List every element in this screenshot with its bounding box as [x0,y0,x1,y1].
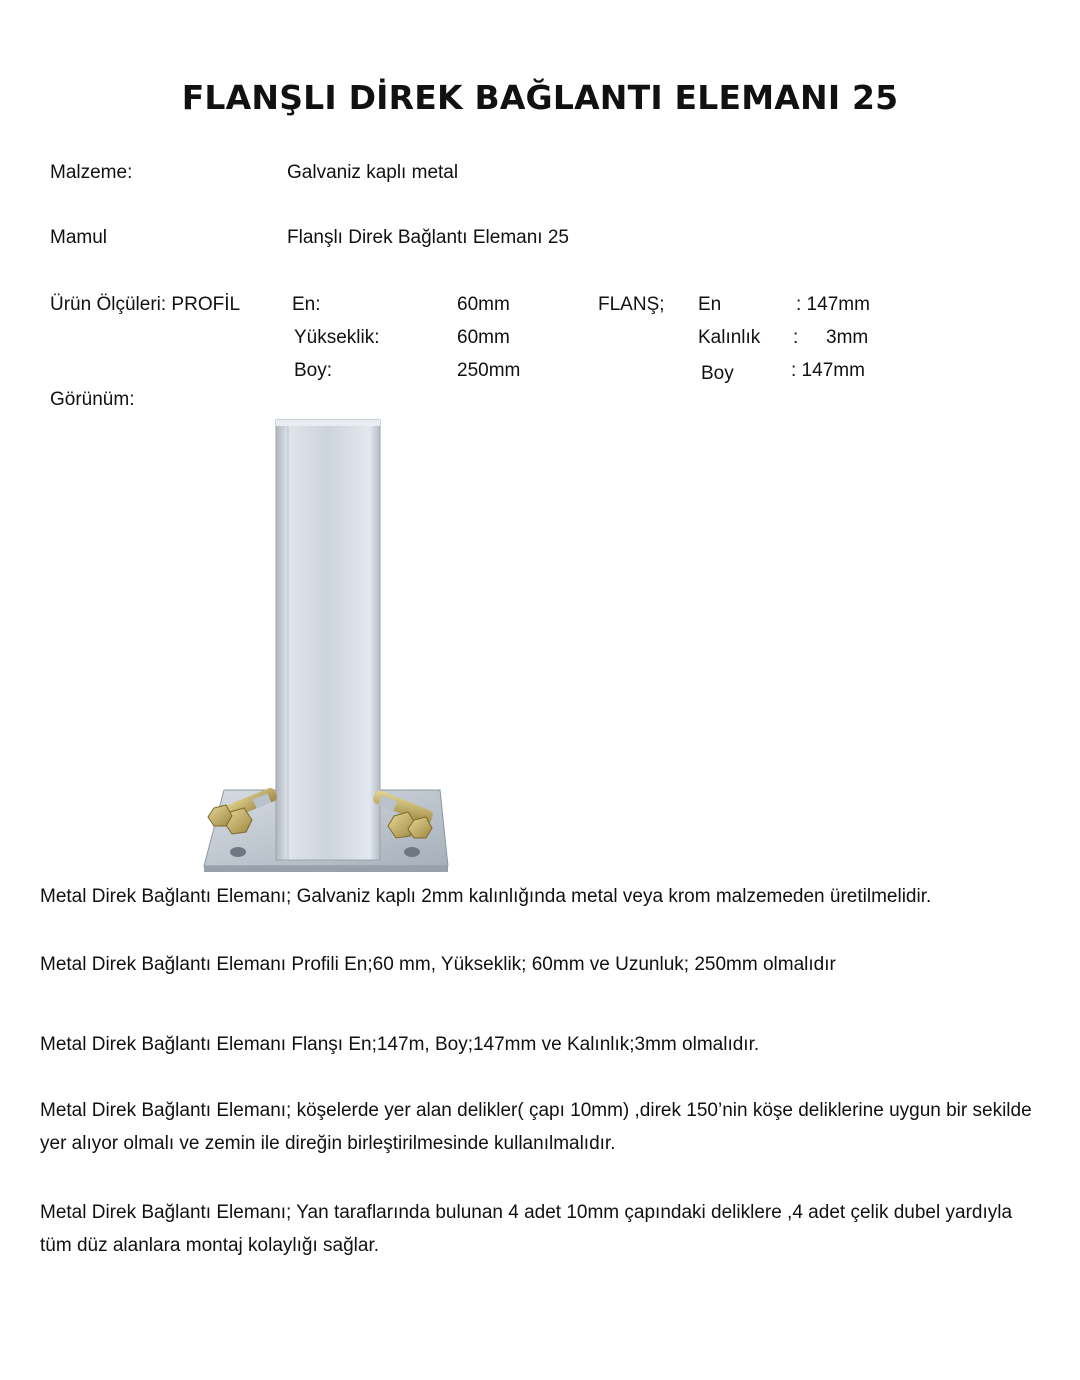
paragraph-1: Metal Direk Bağlantı Elemanı; Galvaniz kaplı 2mm kalınlığında metal veya krom malzemeden üretilmelidir. [40,886,932,907]
product-image [196,412,456,874]
flange-thickness-label: Kalınlık [698,327,761,348]
profile-post [276,420,380,860]
profile-height-value: 60mm [457,327,510,348]
flange-length-value: : 147mm [791,360,865,381]
page-title: FLANŞLI DİREK BAĞLANTI ELEMANI 25 [181,78,899,117]
paragraph-3: Metal Direk Bağlantı Elemanı Flanşı En;147m, Boy;147mm ve Kalınlık;3mm olmalıdır. [40,1034,760,1055]
profile-height-label: Yükseklik: [294,327,380,348]
product-label: Mamul [50,227,108,248]
view-label: Görünüm: [50,389,135,410]
paragraph-5: Metal Direk Bağlantı Elemanı; Yan taraflarında bulunan 4 adet 10mm çapındaki deliklere ,4 adet çelik dubel yardıyla tüm düz alanlara montaj kolaylığı sağlar. [40,1202,1013,1256]
profile-length-value: 250mm [457,360,521,381]
flange-thickness-separator: : [793,327,799,348]
flange-length-label: Boy [701,363,734,384]
product-value: Flanşlı Direk Bağlantı Elemanı 25 [287,227,569,248]
material-value: Galvaniz kaplı metal [287,162,459,183]
profile-width-label: En: [292,294,321,315]
profile-length-label: Boy: [294,360,333,381]
flange-label: FLANŞ; [598,294,665,315]
profile-width-value: 60mm [457,294,510,315]
flange-thickness-value: 3mm [826,327,869,348]
dimensions-label: Ürün Ölçüleri: PROFİL [50,294,241,315]
paragraph-2: Metal Direk Bağlantı Elemanı Profili En;60 mm, Yükseklik; 60mm ve Uzunluk; 250mm olmalıdır [40,954,836,975]
paragraph-4: Metal Direk Bağlantı Elemanı; köşelerde yer alan delikler( çapı 10mm) ,direk 150’nin köşe deliklerine uygun bir sekilde yer alıyor olmalı ve zemin ile direğin birleştirilmesinde kullanılmalıdır. [40,1100,1032,1154]
material-label: Malzeme: [50,162,133,183]
flange-width-value: : 147mm [796,294,870,315]
flange-width-label: En [698,294,722,315]
